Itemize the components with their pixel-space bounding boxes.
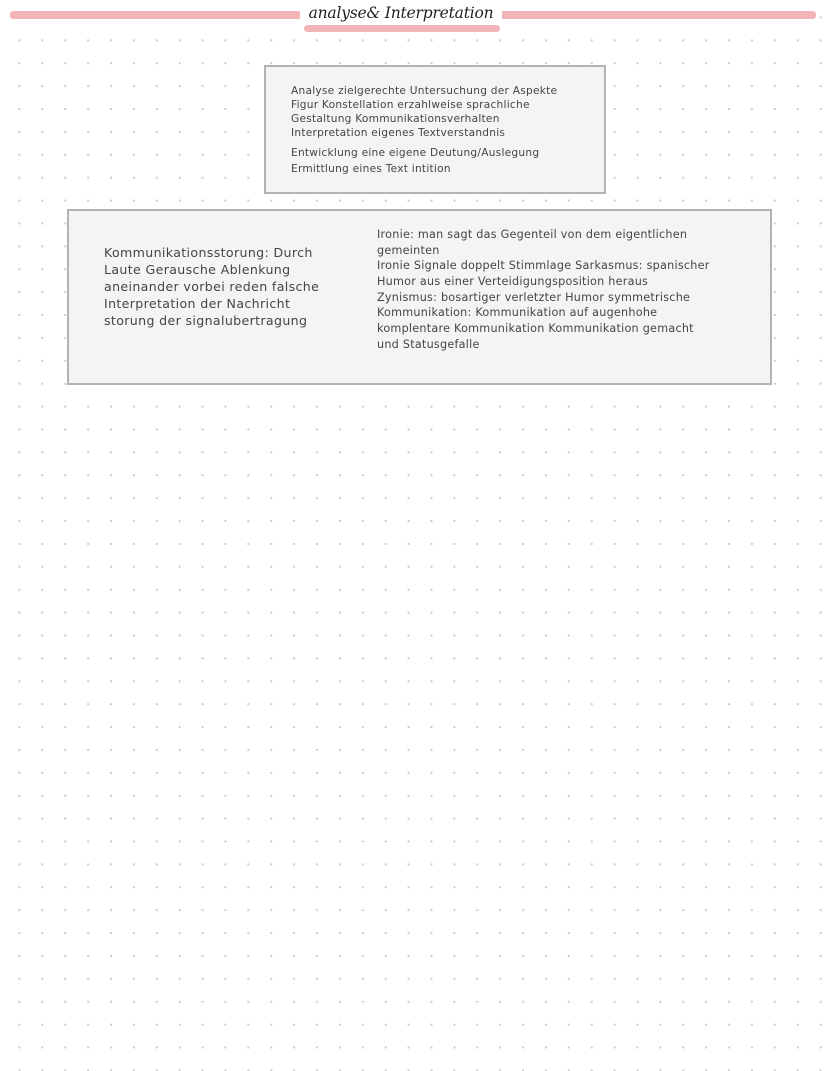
irony-line: und Statusgefalle (377, 338, 480, 351)
irony-line: komplentare Kommunikation Kommunikation gemacht (377, 322, 694, 335)
title-underline (304, 25, 500, 32)
definitions-line: Interpretation eigenes Textverstandnis (291, 127, 506, 139)
irony-line: Kommunikation: Kommunikation auf augenhohe (377, 306, 658, 319)
irony-line: gemeinten (377, 244, 440, 257)
communication-disorder-line: Interpretation der Nachricht (104, 296, 291, 311)
definitions-line: Ermittlung eines Text intition (291, 163, 451, 175)
irony-line: Humor aus einer Verteidigungsposition heraus (377, 275, 649, 288)
page-title-container (300, 2, 502, 34)
definitions-line: Figur Konstellation erzahlweise sprachliche (291, 99, 530, 111)
communication-disorder-line: storung der signalubertragung (104, 313, 308, 328)
definitions-line: Analyse zielgerechte Untersuchung der Aspekte (291, 85, 558, 97)
definitions-line: Gestaltung Kommunikationsverhalten (291, 113, 500, 125)
irony-line: Ironie: man sagt das Gegenteil von dem eigentlichen (377, 228, 688, 241)
irony-line: Ironie Signale doppelt Stimmlage Sarkasmus: spanischer (377, 259, 710, 272)
page-title: analyse& Interpretation (308, 4, 494, 22)
communication-disorder-line: aneinander vorbei reden falsche (104, 279, 320, 294)
irony-line: Zynismus: bosartiger verletzter Humor symmetrische (377, 291, 691, 304)
communication-disorder-line: Laute Gerausche Ablenkung (104, 262, 291, 277)
definitions-line: Entwicklung eine eigene Deutung/Auslegung (291, 147, 540, 159)
communication-disorder-line: Kommunikationsstorung: Durch (104, 245, 313, 260)
